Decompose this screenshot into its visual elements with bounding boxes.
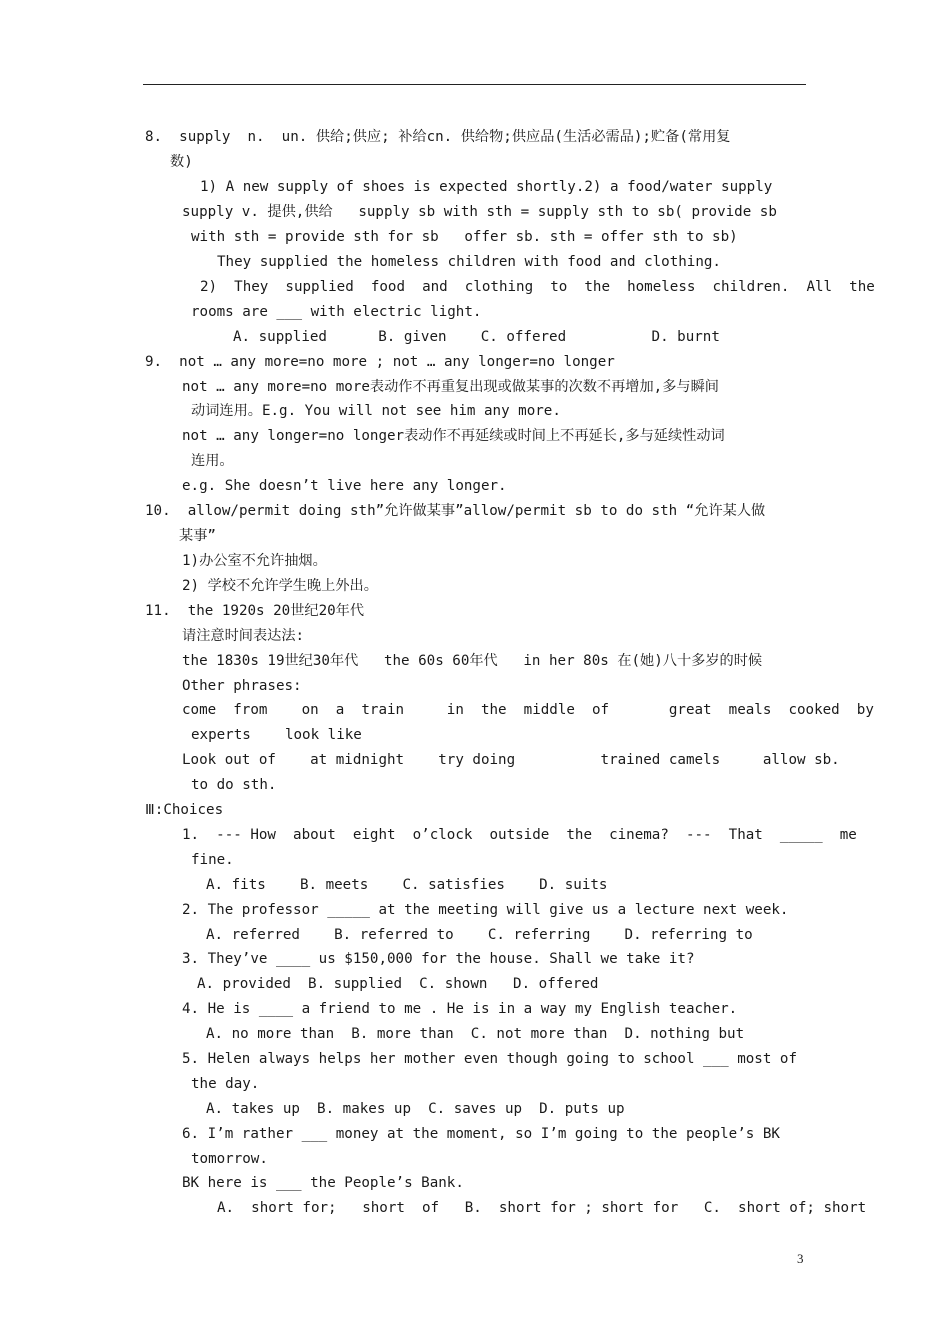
text-line: 2) 学校不允许学生晚上外出。 [182,578,378,594]
text-line: to do sth. [191,777,277,793]
text-line: A. short for; short of B. short for ; short for C. short of; short [217,1200,867,1216]
text-line: e.g. She doesn’t live here any longer. [182,478,507,494]
text-line: the day. [191,1076,260,1092]
text-line: rooms are ___ with electric light. [191,304,482,320]
header-rule [143,84,806,85]
text-line: 请注意时间表达法: [182,628,305,644]
text-line: 1)办公室不允许抽烟。 [182,553,327,569]
text-line: They supplied the homeless children with food and clothing. [217,254,721,270]
text-line: 1) A new supply of shoes is expected shortly.2) a food/water supply [200,179,773,195]
text-line: 11. the 1920s 20世纪20年代 [145,603,365,619]
text-line: supply v. 提供,供给 supply sb with sth = supply sth to sb( provide sb [182,204,777,220]
text-line: experts look like [191,727,362,743]
text-line: 6. I’m rather ___ money at the moment, so I’m going to the people’s BK [182,1126,780,1142]
text-line: A. provided B. supplied C. shown D. offered [197,976,599,992]
text-line: Look out of at midnight try doing trained camels allow sb. [182,752,840,768]
text-line: 2. The professor _____ at the meeting will give us a lecture next week. [182,902,789,918]
text-line: 4. He is ____ a friend to me . He is in a way my English teacher. [182,1001,738,1017]
text-line: 某事” [179,528,216,544]
text-line: 3. They’ve ____ us $150,000 for the house. Shall we take it? [182,951,695,967]
text-line: A. no more than B. more than C. not more than D. nothing but [206,1026,745,1042]
text-line: 动词连用。E.g. You will not see him any more. [191,403,561,419]
text-line: 数) [170,154,193,170]
text-line: 5. Helen always helps her mother even though going to school ___ most of [182,1051,797,1067]
text-line: BK here is ___ the People’s Bank. [182,1175,464,1191]
page-number: 3 [797,1251,804,1266]
text-line: Ⅲ:Choices [145,802,224,818]
text-line: not … any longer=no longer表动作不再延续或时间上不再延长,多与延续性动词 [182,428,725,444]
text-line: 8. supply n. un. 供给;供应; 补给cn. 供给物;供应品(生活必需品);贮备(常用复 [145,129,731,145]
text-line: A. referred B. referred to C. referring D. referring to [206,927,753,943]
text-line: A. fits B. meets C. satisfies D. suits [206,877,608,893]
text-line: Other phrases: [182,678,302,694]
text-line: 2) They supplied food and clothing to the homeless children. All the [200,279,875,295]
text-line: 1. --- How about eight o’clock outside the cinema? --- That _____ me [182,827,857,843]
text-line: not … any more=no more表动作不再重复出现或做某事的次数不再增加,多与瞬间 [182,379,719,395]
text-line: 连用。 [191,453,234,469]
text-line: tomorrow. [191,1151,268,1167]
text-line: with sth = provide sth for sb offer sb. sth = offer sth to sb) [191,229,738,245]
text-line: A. takes up B. makes up C. saves up D. puts up [206,1101,625,1117]
text-line: fine. [191,852,234,868]
text-line: 10. allow/permit doing sth”允许做某事”allow/permit sb to do sth “允许某人做 [145,503,766,519]
text-line: the 1830s 19世纪30年代 the 60s 60年代 in her 80s 在(她)八十多岁的时候 [182,653,763,669]
text-line: 9. not … any more=no more ; not … any longer=no longer [145,354,615,370]
text-line: A. supplied B. given C. offered D. burnt [233,329,720,345]
text-line: come from on a train in the middle of great meals cooked by [182,702,874,718]
